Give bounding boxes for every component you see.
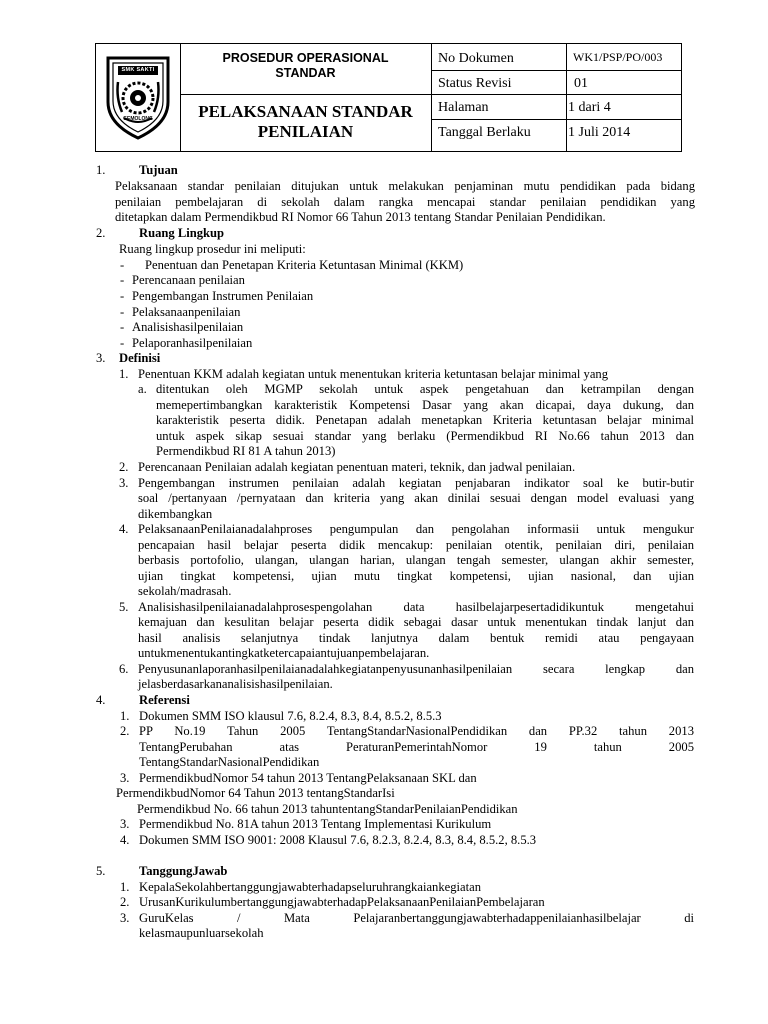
logo-top-text: SMK SAKTI [121,67,155,73]
list-number: 2. [120,895,130,909]
section-number: 3. [96,351,106,365]
field-value-halaman: 1 dari 4 [568,100,611,115]
header-divider [431,44,432,151]
list-number: 3. [120,771,130,785]
header-divider [566,44,567,151]
list-number: 2. [119,460,129,474]
field-value-no-dokumen: WK1/PSP/PO/003 [573,50,663,64]
list-number: 1. [119,367,129,381]
definition-line: PelaksanaanPenilaianadalahproses pengumpulan dan pengolahan informasii untuk mengukur [138,522,694,536]
procedure-title: PROSEDUR OPERASIONAL [222,51,389,65]
definition-line: ujian tingkat kompetensi, ujian mutu tingkat kompetensi, ujian nasional, dan ujian [138,569,694,583]
definition-line: sekolah/madrasah. [138,584,232,598]
document-header-table [95,43,682,152]
definition-line: hasil analisis selanjutnya tindak lanjutnya dalam bentuk remidi atau pengayaan [138,631,694,645]
list-item: Penentuan dan Penetapan Kriteria Ketuntasan Minimal (KKM) [145,258,464,272]
document-title: PENILAIAN [257,122,354,141]
definition-line: karakteristik peserta didik. Penetapan adalah menetapkan Kriteria ketuntasan belajar minimal [156,413,694,427]
list-number: 2. [120,724,130,738]
definition-line: Analisishasilpenilaianadalahprosespengolahan data hasilbelajarpesertadidikuntuk mengetahui [138,600,694,614]
bullet-dash: - [120,336,125,350]
section-title-referensi: Referensi [139,693,190,707]
logo-bottom-text: GEMOLONG [123,116,153,122]
bullet-dash: - [120,273,125,287]
reference-line: Permendikbud No. 66 tahun 2013 tahuntentangStandarPenilaianPendidikan [137,802,518,816]
reference-line: PermendikbudNomor 54 tahun 2013 TentangPelaksanaan SKL dan [139,771,477,785]
list-letter: a. [138,382,147,396]
paragraph-line: ditetapkan dalam Permendikbud RI Nomor 66 Tahun 2013 tentang Standar Penilaian Pendidikan. [115,210,606,224]
responsibility-line: KepalaSekolahbertanggungjawabterhadapseluruhrangkaiankegiatan [139,880,481,894]
reference-line: TentangStandarNasionalPendidikan [139,755,320,769]
list-number: 1. [120,709,130,723]
header-divider [431,70,681,71]
responsibility-line: kelasmaupunluarsekolah [139,926,264,940]
header-divider [180,94,431,95]
document-title: PELAKSANAAN STANDAR [198,102,413,121]
list-number: 6. [119,662,129,676]
section-number: 5. [96,864,106,878]
section-number: 1. [96,163,106,177]
list-number: 5. [119,600,129,614]
definition-line: Penentuan KKM adalah kegiatan untuk menentukan kriteria ketuntasan belajar minimal yang [138,367,609,381]
reference-line: Dokumen SMM ISO 9001: 2008 Klausul 7.6, 8.2.3, 8.2.4, 8.3, 8.4, 8.5.2, 8.5.3 [139,833,537,847]
reference-line: Permendikbud No. 81A tahun 2013 Tentang Implementasi Kurikulum [139,817,492,831]
list-item: Perencanaan penilaian [132,273,245,287]
paragraph-line: Pelaksanaan standar penilaian ditujukan untuk melakukan penjaminan mutu pendidikan pada bidang [115,179,695,193]
section-title-definisi: Definisi [119,351,161,365]
field-label-status-revisi: Status Revisi [438,76,512,91]
definition-line: dikembangkan [138,507,213,521]
definition-line: memepertimbangkan karakteristik Kompetensi Dasar yang akan dicapai, daya dukung, dan [156,398,694,412]
definition-line: Pengembangan instrumen penilaian adalah kegiatan penjabaran indikator soal ke butir-butir [138,476,694,490]
reference-line: PP No.19 Tahun 2005 TentangStandarNasionalPendidikan dan PP.32 tahun 2013 [139,724,694,738]
definition-line: berbasis portofolio, ulangan, ulangan harian, ulangan tengah semester, ulangan akhir semester, [138,553,694,567]
bullet-dash: - [120,289,125,303]
list-number: 4. [119,522,129,536]
section-title-tujuan: Tujuan [139,163,178,177]
definition-line: ditentukan oleh MGMP sekolah untuk aspek pengetahuan dan ketrampilan dengan [156,382,694,396]
bullet-dash: - [120,320,125,334]
reference-line: TentangPerubahan atas PeraturanPemerintahNomor 19 tahun 2005 [139,740,694,754]
reference-line: PermendikbudNomor 64 Tahun 2013 tentangStandarIsi [116,786,395,800]
field-label-halaman: Halaman [438,100,489,115]
section-number: 4. [96,693,106,707]
school-logo-emblem [104,52,172,142]
definition-line: untuk aspek sikap sesuai standar yang berlaku (Permendikbud RI No.66 tahun 2013 dan [156,429,694,443]
bullet-dash: - [120,258,125,272]
list-number: 3. [120,817,130,831]
definition-line: Permendikbud RI 81 A tahun 2013) [156,444,336,458]
list-item: Analisishasilpenilaian [132,320,244,334]
bullet-dash: - [120,305,125,319]
procedure-title: STANDAR [275,66,336,80]
scope-intro: Ruang lingkup prosedur ini meliputi: [119,242,306,256]
header-divider [431,94,681,95]
definition-line: Perencanaan Penilaian adalah kegiatan penentuan materi, teknik, dan jadwal penilaian. [138,460,576,474]
list-number: 3. [120,911,130,925]
responsibility-line: UrusanKurikulumbertanggungjawabterhadapPelaksanaanPenilaianPembelajaran [139,895,545,909]
section-title-ruang-lingkup: Ruang Lingkup [139,226,225,240]
definition-line: jelasberdasarkananalisishasilpenilaian. [138,677,333,691]
reference-line: Dokumen SMM ISO klausul 7.6, 8.2.4, 8.3, 8.4, 8.5.2, 8.5.3 [139,709,442,723]
field-value-status-revisi: 01 [574,76,588,91]
field-label-no-dokumen: No Dokumen [438,51,514,66]
list-number: 1. [120,880,130,894]
list-item: Pengembangan Instrumen Penilaian [132,289,314,303]
definition-line: soal /pertanyaan /pernyataan dan kriteria yang akan dinilai sesuai dengan model evaluasi yang [138,491,694,505]
field-label-tanggal-berlaku: Tanggal Berlaku [438,125,531,140]
definition-line: kemajuan dan kesulitan belajar peserta didik sebagai dasar untuk menentukan tindak lanjut dan [138,615,694,629]
school-logo [104,52,172,142]
definition-line: Penyusunanlaporanhasilpenilaianadalahkegiatanpenyusunanhasilpenilaian secara lengkap dan [138,662,694,676]
definition-line: pencapaian hasil belajar peserta didik mencakup: penilaian otentik, penilaian diri, penilaian [138,538,694,552]
responsibility-line: GuruKelas / Mata Pelajaranbertanggungjawabterhadappenilaianhasilbelajar di [139,911,694,925]
field-value-tanggal-berlaku: 1 Juli 2014 [568,125,631,140]
definition-line: untukmenentukantingkatketercapaiantujuanpembelajaran. [138,646,430,660]
list-item: Pelaporanhasilpenilaian [132,336,253,350]
list-number: 3. [119,476,129,490]
section-title-tanggung-jawab: TanggungJawab [139,864,228,878]
list-number: 4. [120,833,130,847]
paragraph-line: penilaian pembelajaran di sekolah dalam rangka mencapai standar penilaian pendidikan yang [115,195,695,209]
list-item: Pelaksanaanpenilaian [132,305,241,319]
header-divider [431,119,681,120]
section-number: 2. [96,226,106,240]
